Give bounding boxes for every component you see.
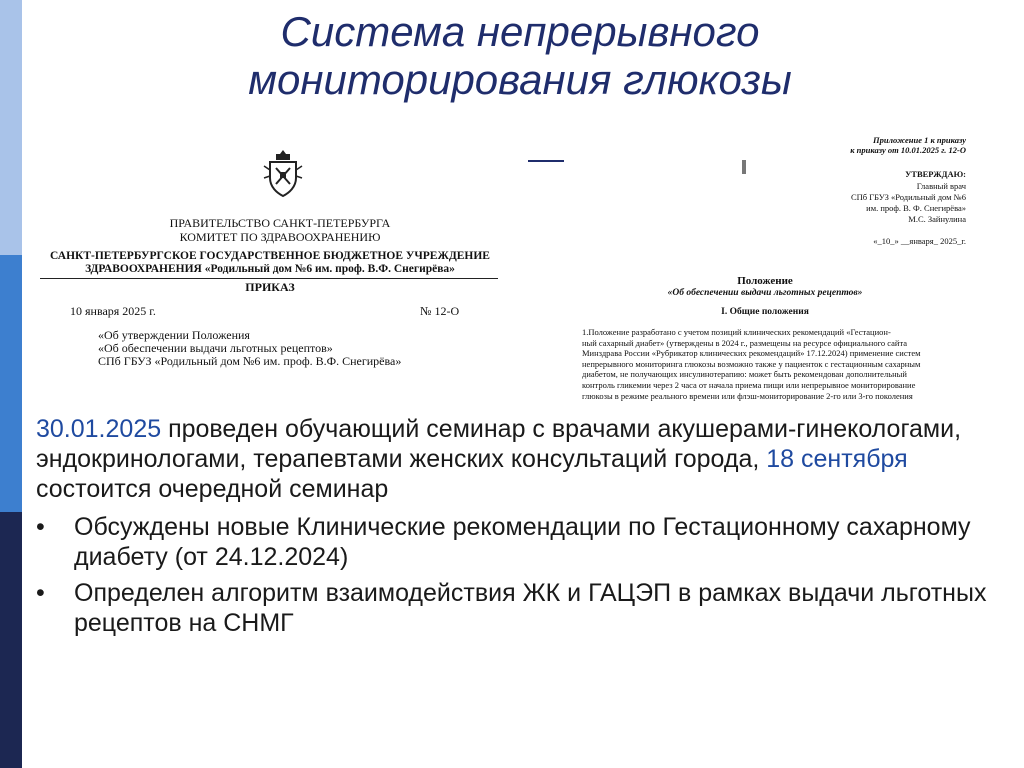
institution-heading: САНКТ-ПЕТЕРБУРГСКОЕ ГОСУДАРСТВЕННОЕ БЮДЖЕТНОЕ УЧРЕЖДЕНИЕ xyxy=(50,250,490,262)
approval-signatory: М.С. Зайнулина xyxy=(908,214,966,224)
regulation-title: Положение xyxy=(737,275,793,287)
government-heading: ПРАВИТЕЛЬСТВО САНКТ-ПЕТЕРБУРГА xyxy=(169,216,391,230)
title-dash xyxy=(528,160,564,162)
heading-divider xyxy=(40,278,498,279)
intro-text-end: состоится очередной семинар xyxy=(36,475,389,503)
order-number: № 12-О xyxy=(420,304,460,318)
committee-heading: КОМИТЕТ ПО ЗДРАВООХРАНЕНИЮ xyxy=(179,230,381,244)
accent-segment-light xyxy=(0,0,22,255)
section-heading: I. Общие положения xyxy=(721,307,809,317)
approval-line: Главный врач xyxy=(916,181,966,191)
regulation-paragraph xyxy=(582,327,962,401)
order-subject-line: «Об утверждении Положения xyxy=(98,328,250,342)
next-seminar-date: 18 сентября xyxy=(766,445,908,473)
order-subject-line: СПб ГБУЗ «Родильный дом №6 им. проф. В.Ф. Снегирёва» xyxy=(98,354,402,368)
bullet-text: Определен алгоритм взаимодействия ЖК и ГАЦЭП в рамках выдачи льготных рецептов на СНМГ xyxy=(74,579,987,637)
title-line-1: Система непрерывного xyxy=(280,8,760,55)
order-subject-line: «Об обеспечении выдачи льготных рецептов» xyxy=(98,341,333,355)
regulation-subtitle: «Об обеспечении выдачи льготных рецептов» xyxy=(667,288,863,298)
slide-body xyxy=(36,414,996,644)
bullet-icon: • xyxy=(36,513,45,541)
approval-date: «_10_» __января_ 2025_г. xyxy=(873,236,966,246)
order-label: ПРИКАЗ xyxy=(245,280,295,294)
institution-name: ЗДРАВООХРАНЕНИЯ «Родильный дом №6 им. проф. В.Ф. Снегирёва» xyxy=(85,263,455,275)
approval-line: СПб ГБУЗ «Родильный дом №6 xyxy=(850,192,966,202)
slide-title xyxy=(120,8,920,104)
appendix-line: к приказу от 10.01.2025 г. 12-О xyxy=(850,145,966,155)
accent-segment-dark xyxy=(0,512,22,768)
paragraph-line: Минздрава России «Рубрикатор клинических рекомендаций» 17.12.2024) применение систем xyxy=(582,348,921,359)
bullet-icon: • xyxy=(36,579,45,607)
title-line-2: мониторирования глюкозы xyxy=(248,56,792,103)
bullet-text: Обсуждены новые Клинические рекомендации по Гестационному сахарному диабету (от 24.12.2024) xyxy=(74,513,971,571)
order-document-excerpt xyxy=(30,140,530,380)
list-item xyxy=(36,578,996,638)
coat-of-arms-icon xyxy=(260,148,306,198)
paragraph-line: контроль гликемии через 2 часа от начала приема пищи или непрерывное мониторирование xyxy=(582,379,916,390)
intro-text: проведен обучающий семинар с врачами акушерами-гинекологами, эндокринологами, терапевтами женских консультаций города, xyxy=(36,415,962,473)
paragraph-line: диабетом, не получающих инсулинотерапию: может быть рекомендован дополнительный xyxy=(582,369,907,380)
approval-line: им. проф. В. Ф. Снегирёва» xyxy=(866,203,966,213)
left-accent-bar xyxy=(0,0,22,768)
paragraph-line: непрерывного мониторинга глюкозы возможно также у пациенток с гестационным сахарным xyxy=(582,358,921,369)
paragraph-line: глюкозы в режиме реального времени или флэш-мониторирование 2-го или 3-го поколения xyxy=(582,390,913,401)
order-date: 10 января 2025 г. xyxy=(70,304,156,318)
appendix-line: Приложение 1 к приказу xyxy=(873,135,966,145)
approval-label: УТВЕРЖДАЮ: xyxy=(905,169,966,179)
accent-segment-mid xyxy=(0,255,22,512)
paragraph-line: ный сахарный диабет» (утверждены в 2024 г., размещены на ресурсе официального сайта xyxy=(582,337,908,348)
paragraph-line: 1.Положение разработано с учетом позиций клинических рекомендаций «Гестацион- xyxy=(582,327,891,337)
intro-paragraph xyxy=(36,414,996,504)
list-item xyxy=(36,512,996,572)
regulation-document-excerpt xyxy=(560,135,970,410)
seminar-date: 30.01.2025 xyxy=(36,415,162,443)
